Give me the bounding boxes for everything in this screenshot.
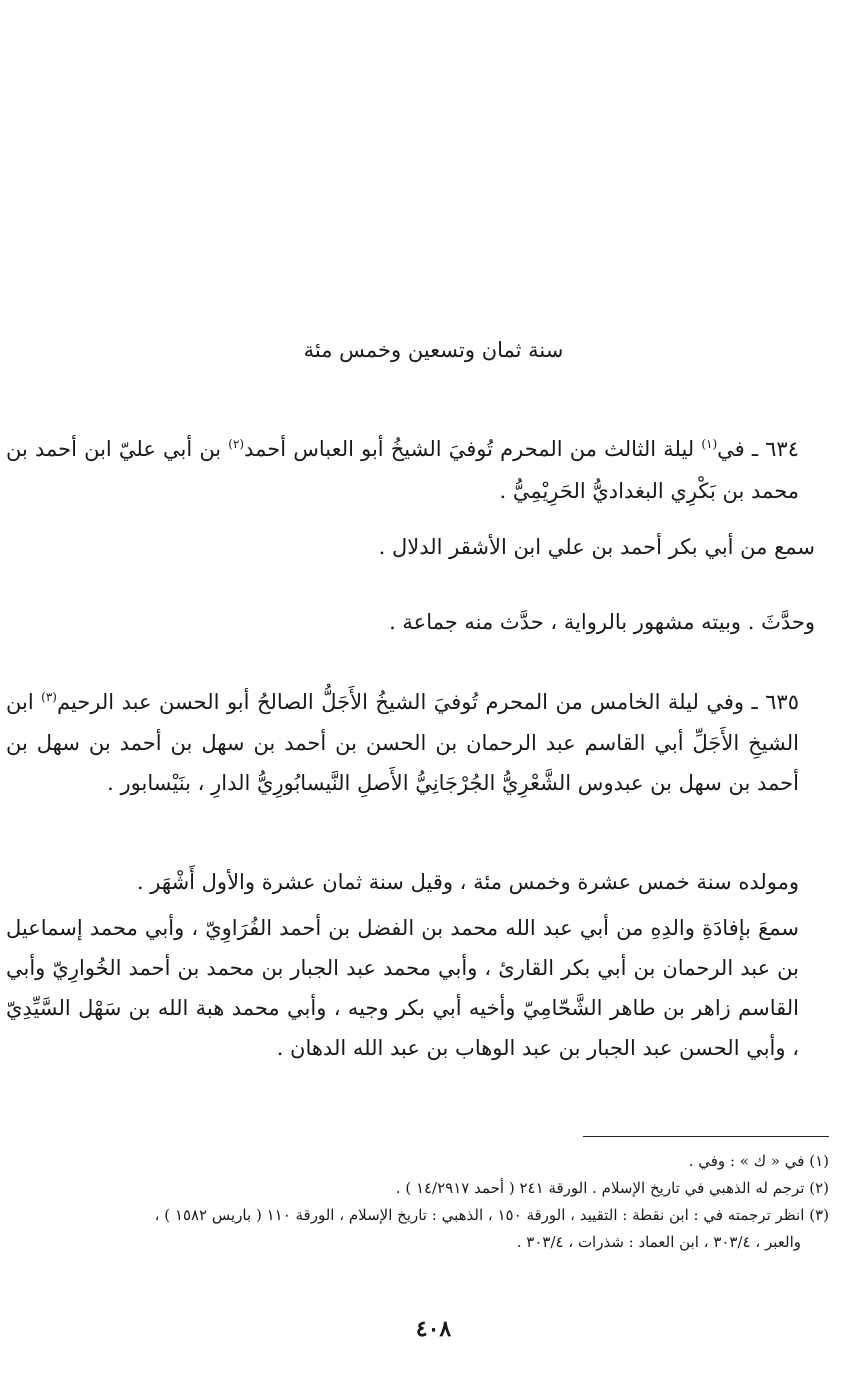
entry-635	[6, 682, 829, 804]
entry-text: وفي ليلة الخامس من المحرم تُوفيَ الشيخُ الأَجَلُّ الصالحُ أبو الحسن عبد الرحيم	[56, 690, 745, 714]
entry-text: في	[717, 437, 745, 461]
footnote-ref-3[interactable]: (٣)	[41, 690, 57, 704]
paragraph-sami: سمع من أبي بكر أحمد بن علي ابن الأشقر الدلال .	[378, 535, 815, 559]
footnote-3: (٣) انظر ترجمته في : ابن نقطة : التقييد ، الورقة ١٥٠ ، الذهبي : تاريخ الإسلام ، الورقة ١١٠ ( باريس ١٥٨٢ ) ،	[154, 1206, 829, 1224]
footnote-2: (٢) ترجم له الذهبي في تاريخ الإسلام . الورقة ٢٤١ ( أحمد ١٤/٢٩١٧ ) .	[395, 1179, 829, 1197]
year-heading: سنة ثمان وتسعين وخمس مئة	[303, 338, 564, 362]
entry-number: ٦٣٥	[765, 690, 799, 714]
entry-dash: ـ	[744, 690, 766, 714]
entry-number: ٦٣٤	[765, 437, 799, 461]
footnotes	[36, 1148, 829, 1256]
entry-dash: ـ	[744, 437, 766, 461]
paragraph-haddath: وحدَّثَ . وبيته مشهور بالرواية ، حدَّث منه جماعة .	[389, 610, 815, 634]
paragraph-mawlid: ومولده سنة خمس عشرة وخمس مئة ، وقيل سنة ثمان عشرة والأول أَشْهَر .	[136, 870, 799, 894]
entry-634	[6, 428, 829, 512]
footnote-ref-1[interactable]: (١)	[701, 437, 718, 451]
footnote-ref-2[interactable]: (٢)	[228, 437, 245, 451]
footnote-1: (١) في « ك » : وفي .	[688, 1152, 829, 1170]
paragraph-sama: سمعَ بإفادَةِ والدِهِ من أبي عبد الله محمد بن الفضل بن أحمد الفُرَاوِيّ ، وأبي محمد إسماعيل بن عبد الرحمان بن أبي بكر القارئ ، وأبي محمد عبد الجبار بن محمد بن أحمد الخُوارِيّ وأبي القاسم زاهر بن طاهر الشَّحّامِيّ وأخيه أبي بكر وجيه ، وأبي محمد هبة الله بن سَهْل السَّيِّدِيّ ، وأبي الحسن عبد الجبار بن عبد الوهاب بن عبد الله الدهان .	[6, 916, 799, 1060]
page-number: ٤٠٨	[415, 1316, 452, 1342]
footnote-3-continuation: والعبر ، ٣٠٣/٤ ، ابن العماد : شذرات ، ٣٠٣/٤ .	[516, 1233, 801, 1251]
entry-text: ابن الشيخِ الأَجَلِّ أبي القاسم عبد الرحمان بن الحسن بن أحمد بن سهل بن أحمد بن سهل بن أحمد بن سهل بن عبدوس الشَّعْرِيُّ الجُرْجَانِيُّ الأَصلِ النَّيسابُورِيُّ الدارِ ، بنَيْسابور .	[6, 690, 799, 795]
entry-text: ليلة الثالث من المحرم تُوفيَ الشيخُ أبو العباس أحمد	[244, 437, 702, 461]
entry-text: بن أبي عليّ ابن أحمد بن محمد بن بَكْرِي البغداديُّ الحَرِيْمِيُّ .	[6, 437, 799, 503]
footnote-separator	[583, 1136, 829, 1137]
